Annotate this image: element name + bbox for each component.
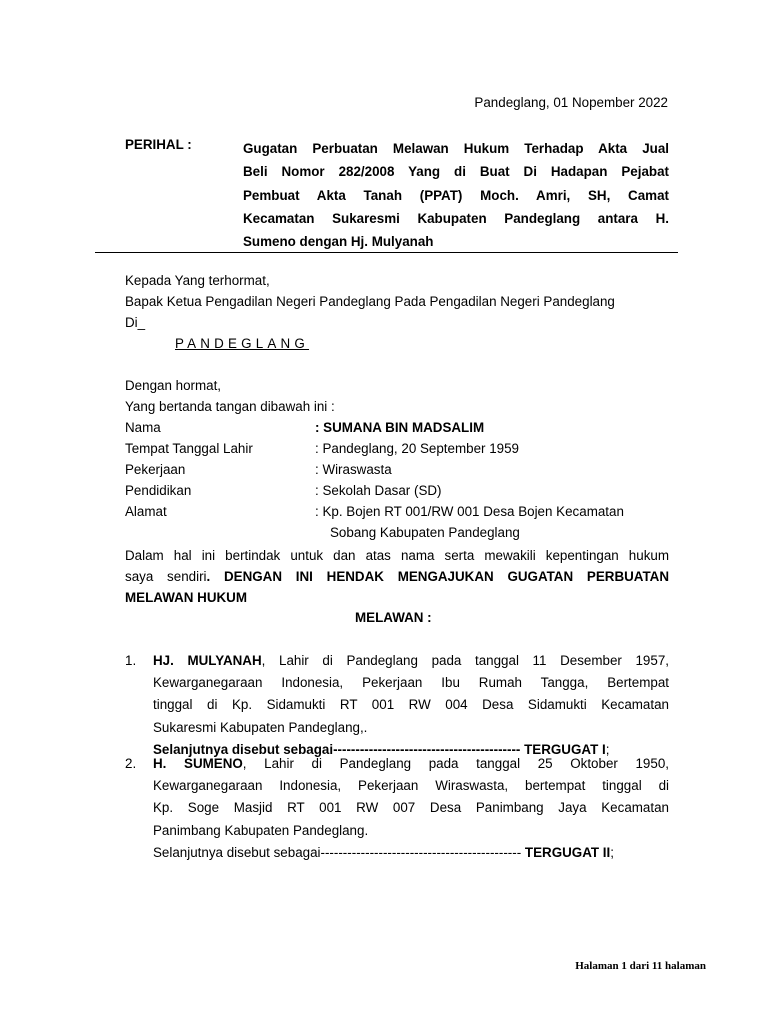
statement-line: Dalam hal ini bertindak untuk dan atas nama serta mewakili kepentingan hukum xyxy=(125,548,669,563)
plaintiff-label: Tempat Tanggal Lahir xyxy=(125,441,253,456)
defendant-name: HJ. MULYANAH xyxy=(153,653,262,668)
defendant-line: Panimbang Kabupaten Pandeglang. xyxy=(153,822,369,838)
defendant-block xyxy=(153,650,669,761)
defendant-text: , Lahir di Pandeglang pada tanggal 25 Oktober 1950, xyxy=(242,756,669,771)
plaintiff-label: Pekerjaan xyxy=(125,462,186,477)
defendant-line: Sukaresmi Kabupaten Pandeglang,. xyxy=(153,719,368,735)
designation-suffix: ; xyxy=(605,741,610,757)
designation-dashes: ------------------------------------------ xyxy=(333,741,521,757)
defendant-designation xyxy=(153,842,669,864)
plaintiff-row xyxy=(125,483,442,498)
defendant-number: 1. xyxy=(125,653,137,668)
address-city: PANDEGLANG xyxy=(175,336,310,351)
plaintiff-label: Alamat xyxy=(125,504,167,519)
intro-text: Yang bertanda tangan dibawah ini : xyxy=(125,399,335,414)
designation-prefix: Selanjutnya disebut sebagai xyxy=(153,844,321,860)
defendant-name: H. SUMENO xyxy=(153,756,243,771)
designation-prefix: Selanjutnya disebut sebagai xyxy=(153,741,334,757)
perihal-line: Gugatan Perbuatan Melawan Hukum Terhadap Akta Jual xyxy=(243,141,669,156)
melawan-heading: MELAWAN : xyxy=(355,610,432,625)
plaintiff-value: : Pandeglang, 20 September 1959 xyxy=(315,441,519,456)
perihal-subject xyxy=(243,137,669,253)
plaintiff-label: Pendidikan xyxy=(125,483,192,498)
letter-date: Pandeglang, 01 Nopember 2022 xyxy=(474,95,668,110)
perihal-line: Sumeno dengan Hj. Mulyanah xyxy=(243,234,434,250)
defendant-line xyxy=(153,753,669,775)
defendant-line: Kp. Soge Masjid RT 001 RW 007 Desa Panimbang Jaya Kecamatan xyxy=(153,800,669,816)
defendant-block xyxy=(153,753,669,864)
statement-paragraph xyxy=(125,545,669,608)
statement-line: MELAWAN HUKUM xyxy=(125,590,247,605)
page-footer: Halaman 1 dari 11 halaman xyxy=(575,960,706,972)
address-recipient: Bapak Ketua Pengadilan Negeri Pandeglang Pada Pengadilan Negeri Pandeglang xyxy=(125,294,615,309)
plaintiff-value: : Kp. Bojen RT 001/RW 001 Desa Bojen Kecamatan xyxy=(315,504,624,519)
statement-plain: saya sendiri xyxy=(125,569,207,584)
plaintiff-row xyxy=(125,462,392,477)
designation-suffix: ; xyxy=(610,844,614,860)
defendant-number: 2. xyxy=(125,756,137,771)
designation-name: TERGUGAT II xyxy=(521,844,611,860)
statement-line xyxy=(125,566,669,587)
address-di: Di_ xyxy=(125,315,146,330)
defendant-line: Kewarganegaraan Indonesia, Pekerjaan Wiraswasta, bertempat tinggal di xyxy=(153,778,669,794)
salutation: Dengan hormat, xyxy=(125,378,222,393)
address-greeting: Kepada Yang terhormat, xyxy=(125,273,270,288)
header-divider xyxy=(95,252,678,253)
defendant-line: tinggal di Kp. Sidamukti RT 001 RW 004 Desa Sidamukti Kecamatan xyxy=(153,697,669,713)
statement-bold: . DENGAN INI HENDAK MENGAJUKAN GUGATAN PERBUATAN xyxy=(206,569,669,584)
perihal-line: Kecamatan Sukaresmi Kabupaten Pandeglang antara H. xyxy=(243,210,669,226)
defendant-text: , Lahir di Pandeglang pada tanggal 11 Desember 1957, xyxy=(261,653,669,668)
plaintiff-row xyxy=(125,504,624,519)
defendant-line xyxy=(153,650,669,672)
plaintiff-value: : Sekolah Dasar (SD) xyxy=(315,483,442,498)
designation-name: TERGUGAT I xyxy=(520,741,606,757)
plaintiff-value: : SUMANA BIN MADSALIM xyxy=(315,420,485,435)
plaintiff-row xyxy=(125,420,484,435)
perihal-line: Pembuat Akta Tanah (PPAT) Moch. Amri, SH, Camat xyxy=(243,187,669,203)
perihal-label: PERIHAL : xyxy=(125,137,192,152)
plaintiff-row xyxy=(125,441,519,456)
plaintiff-address-cont: Sobang Kabupaten Pandeglang xyxy=(330,525,520,540)
designation-dashes: --------------------------------------------- xyxy=(320,844,522,860)
plaintiff-value: : Wiraswasta xyxy=(315,462,392,477)
defendant-line: Kewarganegaraan Indonesia, Pekerjaan Ibu Rumah Tangga, Bertempat xyxy=(153,675,669,691)
perihal-line: Beli Nomor 282/2008 Yang di Buat Di Hadapan Pejabat xyxy=(243,164,669,180)
plaintiff-label: Nama xyxy=(125,420,161,435)
